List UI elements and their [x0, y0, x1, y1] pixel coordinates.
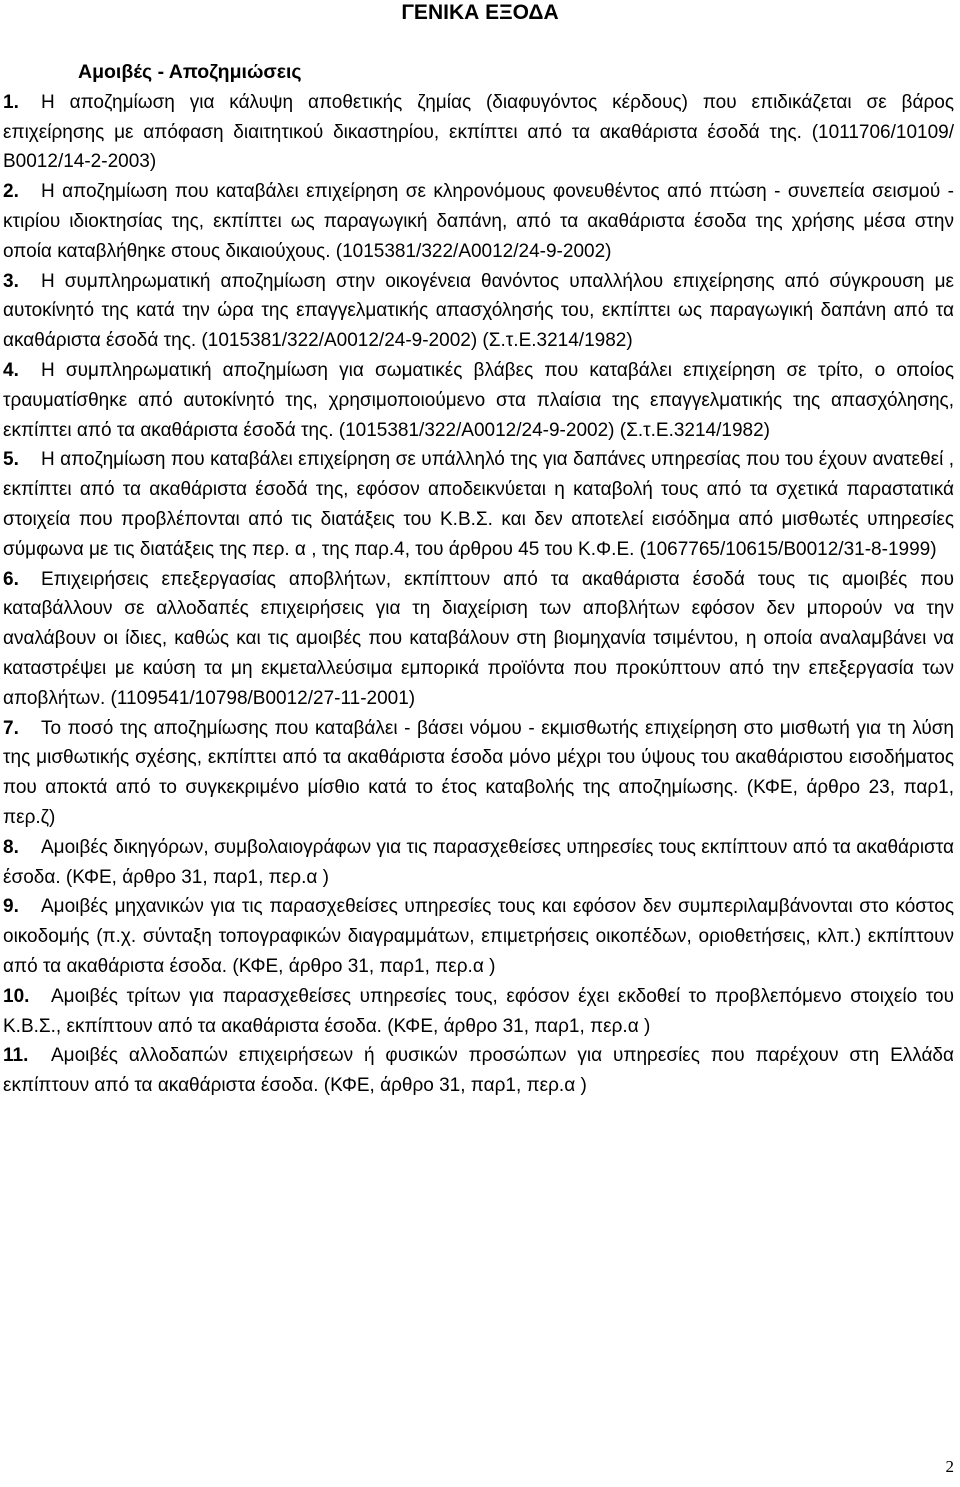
item-text: Η συμπληρωματική αποζημίωση για σωματικές βλάβες που καταβάλει επιχείρηση σε τρίτο, ο οποίος τραυματίσθηκε από αυτοκίνητό της, χρησιμοποιούμενο στα πλαίσια της επαγγελματικής της απασχόλησης, εκπίπτει από τα ακαθάριστα έσοδά της. (1015381/322/Α0012/24-9-2002) (Σ.τ.Ε.3214/1982): [3, 359, 954, 441]
list-item-7: [3, 714, 954, 833]
list-item-1: [3, 88, 954, 177]
list-item-6: [3, 565, 954, 714]
item-number: 6.: [3, 568, 19, 590]
item-number: 5.: [3, 449, 19, 471]
list-item-3: [3, 267, 954, 356]
item-number: 1.: [3, 91, 19, 113]
item-number: 10.: [3, 985, 30, 1007]
item-text: Αμοιβές αλλοδαπών επιχειρήσεων ή φυσικών προσώπων για υπηρεσίες που παρέχουν στη Ελλάδα εκπίπτουν από τα ακαθάριστα έσοδα. (ΚΦΕ, άρθρο 31, παρ1, περ.α ): [3, 1045, 954, 1097]
item-text: Η αποζημίωση που καταβάλει επιχείρηση σε υπάλληλό της για δαπάνες υπηρεσίας που του έχουν ανατεθεί , εκπίπτει από τα ακαθάριστα έσοδά της, εφόσον αποδεικνύεται η καταβολή τους από τα σχετικά παραστατικά στοιχεία που προβλέπονται από τις διατάξεις του Κ.Β.Σ. και δεν αποτελεί εισόδημα από μισθωτές υπηρεσίες σύμφωνα με τις διατάξεις της περ. α , της παρ.4, του άρθρου 45 του Κ.Φ.Ε. (1067765/10615/Β0012/31-8-1999): [3, 449, 954, 560]
item-number: 2.: [3, 181, 19, 203]
page-number: 2: [945, 1457, 954, 1476]
document-title: ΓΕΝΙΚΑ ΕΞΟΔΑ: [401, 1, 559, 24]
item-text: Το ποσό της αποζημίωσης που καταβάλει - βάσει νόμου - εκμισθωτής επιχείρηση στο μισθωτή για τη λύση της μισθωτικής σχέσης, εκπίπτει από τα ακαθάριστα έσοδα μόνο μέχρι του ύψους του ακαθάριστου εισοδήματος που αποκτά από το συγκεκριμένο μίσθιο κατά το έτος καταβολής της αποζημίωσης. (ΚΦΕ, άρθρο 23, παρ1, περ.ζ): [3, 717, 954, 828]
item-text: Η αποζημίωση που καταβάλει επιχείρηση σε κληρονόμους φονευθέντος από πτώση - συνεπεία σεισμού - κτιρίου ιδιοκτησίας της, εκπίπτει ως παραγωγική δαπάνη, από τα ακαθάριστα έσοδα της χρήσης μέσα στην οποία καταβλήθηκε στους δικαιούχους. (1015381/322/Α0012/24-9-2002): [3, 181, 954, 262]
item-number: 11.: [3, 1045, 29, 1067]
item-number: 9.: [3, 896, 19, 918]
list-item-2: [3, 177, 954, 266]
item-text: Επιχειρήσεις επεξεργασίας αποβλήτων, εκπίπτουν από τα ακαθάριστα έσοδά τους τις αμοιβές που καταβάλλουν σε αλλοδαπές επιχειρήσεις για τη διαχείριση των αποβλήτων εφόσον δεν μπορούν να την αναλάβουν οι ίδιες, καθώς και τις αμοιβές που καταβάλουν στη βιομηχανία τσιμέντου, η οποία αναλαμβάνει να καταστρέψει με καύση τα μη εκμεταλλεύσιμα εμπορικά προϊόντα που προκύπτουν από την επεξεργασία των αποβλήτων. (1109541/10798/Β0012/27-11-2001): [3, 568, 954, 709]
list-item-9: [3, 892, 954, 981]
list-item-8: [3, 833, 954, 893]
item-text: Αμοιβές τρίτων για παρασχεθείσες υπηρεσίες τους, εφόσον έχει εκδοθεί το προβλεπόμενο στοιχείο του Κ.Β.Σ., εκπίπτουν από τα ακαθάριστα έσοδα. (ΚΦΕ, άρθρο 31, παρ1, περ.α ): [3, 985, 954, 1037]
list-item-4: [3, 356, 954, 445]
item-number: 8.: [3, 836, 19, 858]
list-item-11: [3, 1041, 954, 1101]
item-number: 7.: [3, 717, 19, 739]
item-text: Η συμπληρωματική αποζημίωση στην οικογένεια θανόντος υπαλλήλου επιχείρησης από σύγκρουση με αυτοκίνητό της κατά την ώρα της επαγγελματικής απασχόλησής του, εκπίπτει ως παραγωγική δαπάνη από τα ακαθάριστα έσοδά της. (1015381/322/Α0012/24-9-2002) (Σ.τ.Ε.3214/1982): [3, 270, 954, 352]
list-item-10: [3, 982, 954, 1042]
item-number: 4.: [3, 359, 19, 381]
item-number: 3.: [3, 270, 19, 292]
section-heading: Αμοιβές - Αποζημιώσεις: [78, 61, 302, 83]
list-item-5: [3, 445, 954, 564]
item-text: Αμοιβές μηχανικών για τις παρασχεθείσες υπηρεσίες τους και εφόσον δεν συμπεριλαμβάνονται στο κόστος οικοδομής (π.χ. σύνταξη τοπογραφικών διαγραμμάτων, επιμετρήσεις οικοπέδων, οριοθετήσεις, κλπ.) εκπίπτουν από τα ακαθάριστα έσοδα. (ΚΦΕ, άρθρο 31, παρ1, περ.α ): [3, 896, 954, 977]
item-text: Η αποζημίωση για κάλυψη αποθετικής ζημίας (διαφυγόντος κέρδους) που επιδικάζεται σε βάρος επιχείρησης με απόφαση διαιτητικού δικαστηρίου, εκπίπτει από τα ακαθάριστα έσοδά της. (1011706/10109/Β0012/14-2-2003): [3, 91, 954, 173]
document-body: [3, 58, 954, 1101]
item-text: Αμοιβές δικηγόρων, συμβολαιογράφων για τις παρασχεθείσες υπηρεσίες τους εκπίπτουν από τα ακαθάριστα έσοδα. (ΚΦΕ, άρθρο 31, παρ1, περ.α ): [3, 836, 954, 888]
